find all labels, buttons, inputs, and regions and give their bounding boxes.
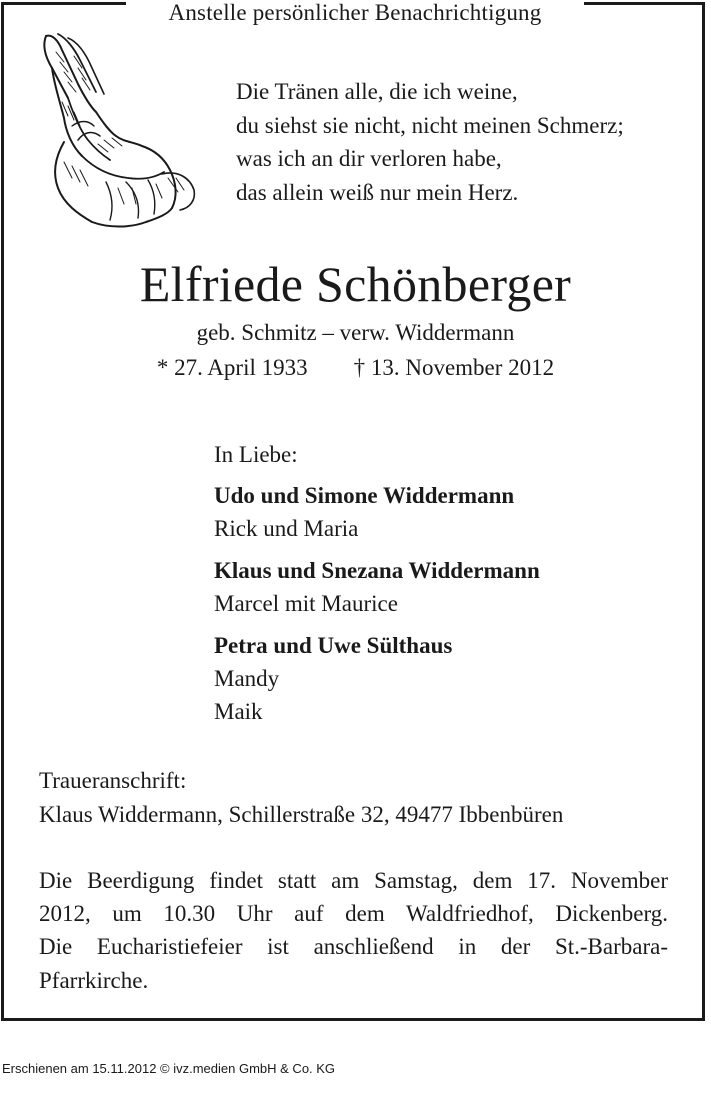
praying-hands-icon: [38, 32, 198, 232]
notice-header: Anstelle persönlicher Benachrichtigung: [126, 0, 584, 30]
family-member: Rick und Maria: [214, 516, 359, 541]
family-member: Mandy: [214, 666, 280, 691]
poem-line: Die Tränen alle, die ich weine,: [236, 79, 518, 104]
mourning-address: [39, 764, 563, 831]
funeral-info: [39, 864, 668, 997]
poem: [236, 75, 624, 209]
address-text: Klaus Widdermann, Schillerstraße 32, 49477 Ibbenbüren: [39, 801, 564, 827]
family-head: Petra und Uwe Sülthaus: [214, 633, 453, 658]
family-member: Marcel mit Maurice: [214, 591, 398, 616]
birth-names: geb. Schmitz – verw. Widdermann: [196, 320, 515, 345]
mourners-list: [214, 439, 540, 737]
family-group: [214, 479, 540, 545]
mourners-intro: In Liebe:: [214, 442, 298, 467]
publication-footer: Erschienen am 15.11.2012 © ivz.medien GmbH & Co. KG: [2, 1061, 336, 1076]
family-group: [214, 629, 540, 728]
life-dates: [0, 353, 711, 383]
poem-line: du siehst sie nicht, nicht meinen Schmerz;: [236, 112, 624, 138]
poem-line: das allein weiß nur mein Herz.: [236, 179, 519, 205]
family-head: Klaus und Snezana Widdermann: [214, 558, 540, 583]
address-label: Traueranschrift:: [39, 768, 187, 793]
funeral-line: Pfarrkirche.: [39, 967, 149, 993]
birth-date: * 27. April 1933: [156, 355, 308, 380]
poem-line: was ich an dir verloren habe,: [236, 146, 502, 171]
family-head: Udo und Simone Widdermann: [214, 483, 515, 508]
family-group: [214, 554, 540, 620]
death-date: † 13. November 2012: [353, 355, 555, 380]
funeral-line: Die Beerdigung findet statt am Samstag, dem 17. November: [39, 868, 668, 893]
funeral-line: 2012, um 10.30 Uhr auf dem Waldfriedhof, Dickenberg.: [39, 901, 668, 927]
funeral-line: Die Eucharistiefeier ist anschließend in der St.-Barbara-: [39, 934, 668, 960]
family-member: Maik: [214, 699, 263, 724]
deceased-name: Elfriede Schönberger: [139, 256, 572, 312]
